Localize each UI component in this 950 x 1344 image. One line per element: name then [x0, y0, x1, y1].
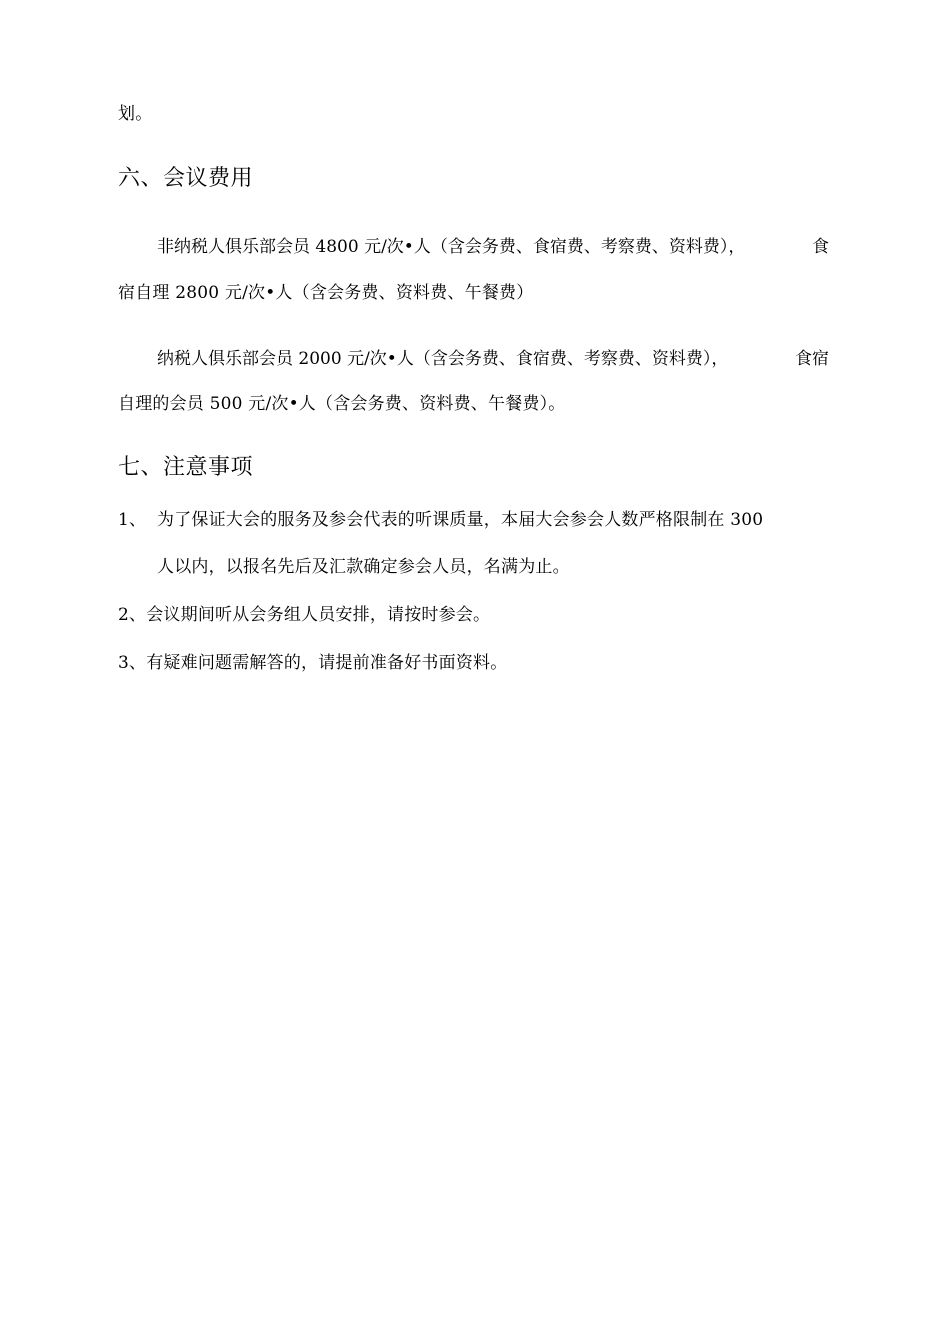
section-7-item-1-line-2: 人以内，以报名先后及汇款确定参会人员，名满为止。 — [157, 557, 570, 577]
section-6-para-1-line-2: 宿自理 2800 元/次•人（含会务费、资料费、午餐费） — [118, 283, 534, 303]
section-6-para-2-line-1-end: 食宿 — [795, 349, 829, 369]
section-7-item-1-line-1: 为了保证大会的服务及参会代表的听课质量，本届大会参会人数严格限制在 300 — [157, 510, 764, 530]
section-7-heading: 七、注意事项 — [118, 455, 254, 480]
section-6-para-2-line-1-main: 纳税人俱乐部会员 2000 元/次•人（含会务费、食宿费、考察费、资料费）， — [157, 349, 729, 369]
continuation-text: 划。 — [118, 104, 153, 124]
section-6-para-1-line-1-end: 食 — [812, 237, 829, 257]
section-6-para-2-line-1 — [157, 347, 829, 371]
section-7-item-3: 3、有疑难问题需解答的，请提前准备好书面资料。 — [118, 653, 508, 673]
section-7-item-2: 2、会议期间听从会务组人员安排，请按时参会。 — [118, 605, 491, 625]
section-6-para-1-line-1-main: 非纳税人俱乐部会员 4800 元/次•人（含会务费、食宿费、考察费、资料费）， — [157, 237, 746, 257]
section-6-heading: 六、会议费用 — [118, 166, 254, 191]
section-6-para-1-line-1 — [157, 235, 829, 259]
section-7-item-1-number: 1、 — [118, 510, 147, 530]
section-6-para-2-line-2: 自理的会员 500 元/次•人（含会务费、资料费、午餐费）。 — [118, 394, 566, 414]
